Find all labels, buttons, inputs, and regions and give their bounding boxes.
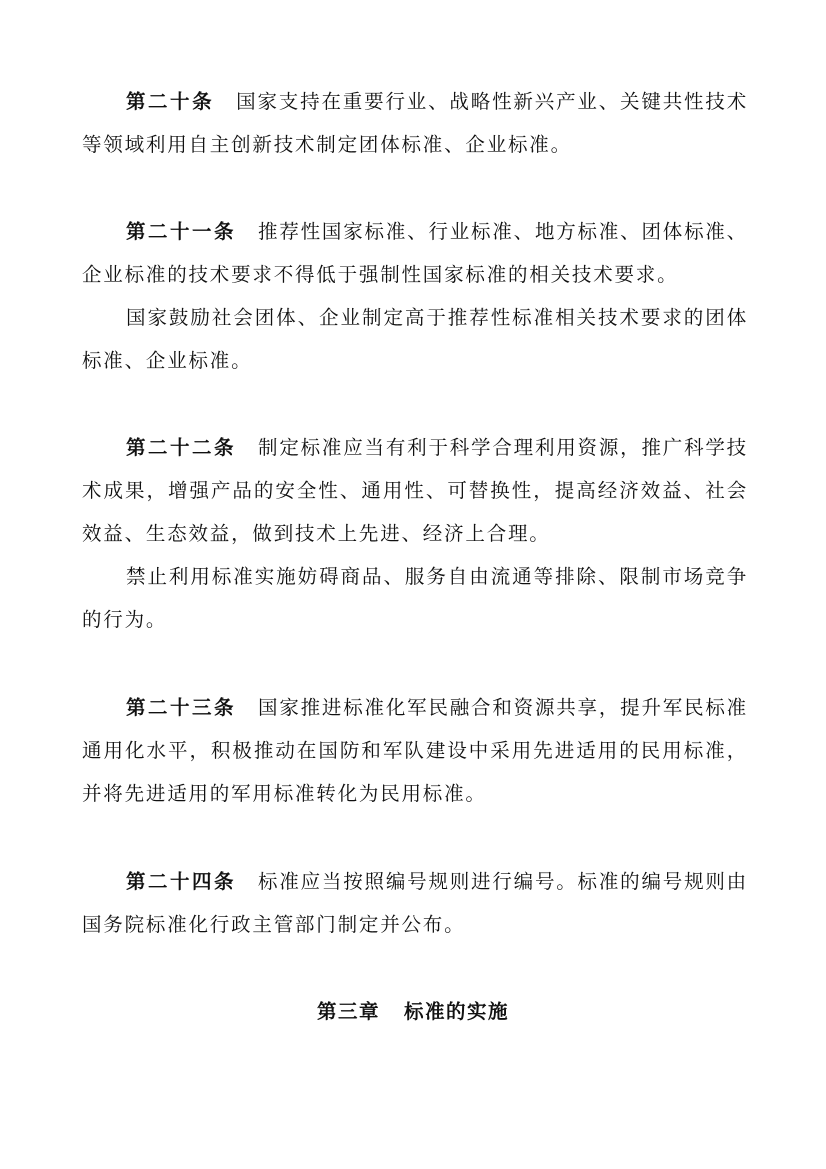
article-23 [82,686,748,815]
article-number: 第二十四条 [126,870,237,893]
chapter-heading [0,990,826,1033]
article-number: 第二十条 [126,90,215,113]
chapter-title: 标准的实施 [404,1000,510,1023]
article-text: 国家推进标准化军民融合和资源共享，提升军民标准通用化水平，积极推动在国防和军队建设中采用先进适用的民用标准，并将先进适用的军用标准转化为民用标准。 [82,696,748,805]
article-paragraph [82,426,748,555]
chapter-number: 第三章 [316,1000,380,1023]
article-paragraph: 禁止利用标准实施妨碍商品、服务自由流通等排除、限制市场竞争的行为。 [82,565,748,631]
article-text: 国家支持在重要行业、战略性新兴产业、关键共性技术等领域利用自主创新技术制定团体标准、企业标准。 [82,90,748,156]
article-text: 推荐性国家标准、行业标准、地方标准、团体标准、企业标准的技术要求不得低于强制性国家标准的相关技术要求。 [82,220,748,286]
article-text: 标准应当按照编号规则进行编号。标准的编号规则由国务院标准化行政主管部门制定并公布。 [82,870,748,936]
article-paragraph [82,210,748,296]
article-paragraph [82,860,748,946]
article-21 [82,210,748,382]
article-paragraph [82,80,748,166]
article-text: 制定标准应当有利于科学合理利用资源，推广科学技术成果，增强产品的安全性、通用性、可替换性，提高经济效益、社会效益、生态效益，做到技术上先进、经济上合理。 [82,436,748,545]
article-paragraph [82,686,748,815]
article-paragraph: 国家鼓励社会团体、企业制定高于推荐性标准相关技术要求的团体标准、企业标准。 [82,306,748,372]
article-22 [82,426,748,641]
article-20 [82,80,748,166]
article-number: 第二十二条 [126,436,237,459]
article-number: 第二十一条 [126,220,237,243]
article-number: 第二十三条 [126,696,237,719]
article-24 [82,860,748,946]
